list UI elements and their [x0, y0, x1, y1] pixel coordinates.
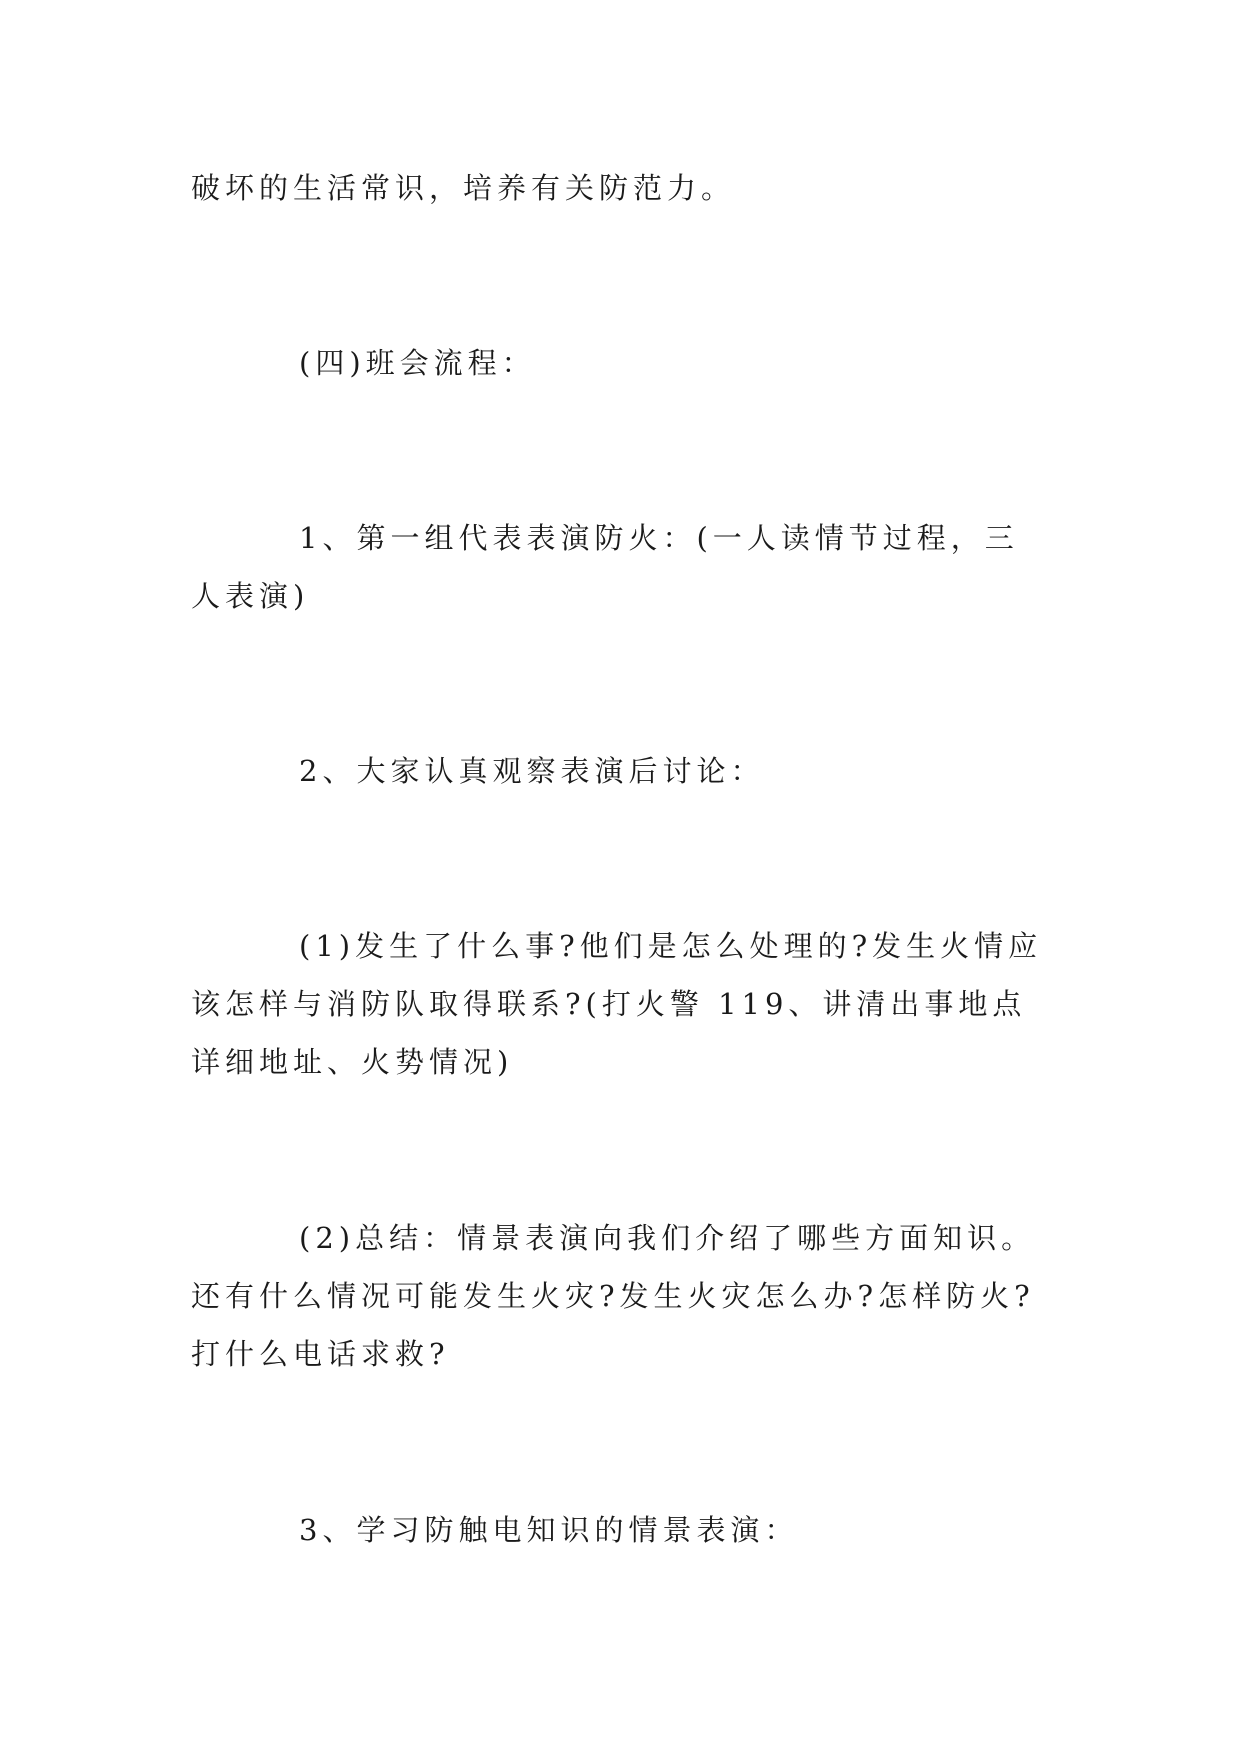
- paragraph-summary-2: (2)总结：情景表演向我们介绍了哪些方面知识。还有什么情况可能发生火灾?发生火灾怎么办?怎样防火?打什么电话求救?: [191, 1221, 1036, 1371]
- paragraph-step-3: 3、学习防触电知识的情景表演：: [299, 1513, 799, 1547]
- paragraph-continuation: 破坏的生活常识，培养有关防范力。: [191, 171, 736, 205]
- paragraph-step-2: 2、大家认真观察表演后讨论：: [299, 754, 765, 788]
- paragraph-question-1: (1)发生了什么事?他们是怎么处理的?发生火情应该怎样与消防队取得联系?(打火警 119、讲清出事地点详细地址、火势情况): [191, 929, 1043, 1079]
- section-heading-class-meeting-process: (四)班会流程：: [299, 346, 536, 380]
- paragraph-step-1: 1、第一组代表表演防火：(一人读情节过程，三人表演): [191, 521, 1019, 613]
